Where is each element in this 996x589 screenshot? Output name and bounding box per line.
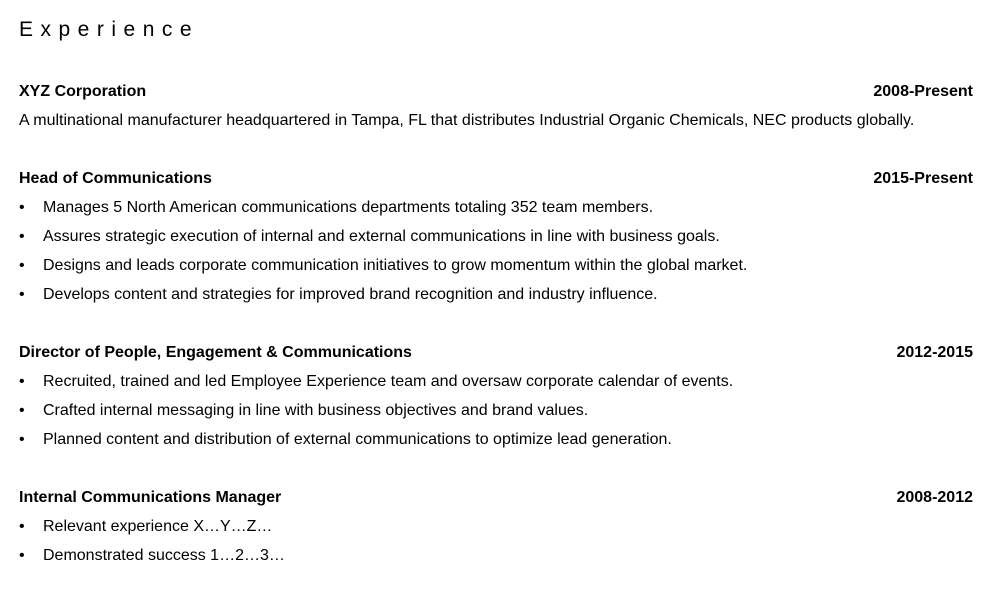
- company-header: [19, 80, 973, 104]
- bullet-icon: •: [19, 199, 25, 216]
- list-item: [19, 370, 973, 394]
- list-item: [19, 254, 973, 278]
- bullet-icon: •: [19, 373, 25, 390]
- list-item-text: Recruited, trained and led Employee Experience team and oversaw corporate calendar of events.: [43, 373, 734, 390]
- role-title: Head of Communications: [19, 170, 212, 187]
- role-title: Internal Communications Manager: [19, 489, 282, 506]
- role-dates: 2008-2012: [896, 489, 973, 506]
- list-item: [19, 544, 973, 568]
- list-item-text: Develops content and strategies for improved brand recognition and industry influence.: [43, 286, 658, 303]
- list-item: [19, 428, 973, 452]
- role-title: Director of People, Engagement & Communications: [19, 344, 412, 361]
- list-item-text: Manages 5 North American communications departments totaling 352 team members.: [43, 199, 654, 216]
- company-description: A multinational manufacturer headquartered in Tampa, FL that distributes Industrial Organic Chemicals, NEC products globally.: [19, 112, 915, 129]
- list-item-text: Crafted internal messaging in line with business objectives and brand values.: [43, 402, 589, 419]
- list-item-text: Demonstrated success 1…2…3…: [43, 547, 285, 564]
- role-dates: 2012-2015: [896, 344, 973, 361]
- list-item: [19, 225, 973, 249]
- list-item: [19, 283, 973, 307]
- role-dates: 2015-Present: [873, 170, 973, 187]
- bullet-icon: •: [19, 547, 25, 564]
- list-item: [19, 196, 973, 220]
- bullet-icon: •: [19, 228, 25, 245]
- list-item-text: Designs and leads corporate communication initiatives to grow momentum within the global market.: [43, 257, 748, 274]
- company-name: XYZ Corporation: [19, 83, 147, 100]
- role-header: [19, 341, 973, 365]
- list-item-text: Assures strategic execution of internal and external communications in line with business goals.: [43, 228, 720, 245]
- list-item-text: Relevant experience X…Y…Z…: [43, 518, 273, 535]
- list-item-text: Planned content and distribution of external communications to optimize lead generation.: [43, 431, 672, 448]
- bullet-icon: •: [19, 286, 25, 303]
- bullet-icon: •: [19, 402, 25, 419]
- bullet-icon: •: [19, 431, 25, 448]
- list-item: [19, 515, 973, 539]
- bullet-icon: •: [19, 518, 25, 535]
- role-header: [19, 167, 973, 191]
- section-title: Experience: [19, 18, 200, 41]
- bullet-icon: •: [19, 257, 25, 274]
- role-header: [19, 486, 973, 510]
- company-dates: 2008-Present: [873, 83, 973, 100]
- list-item: [19, 399, 973, 423]
